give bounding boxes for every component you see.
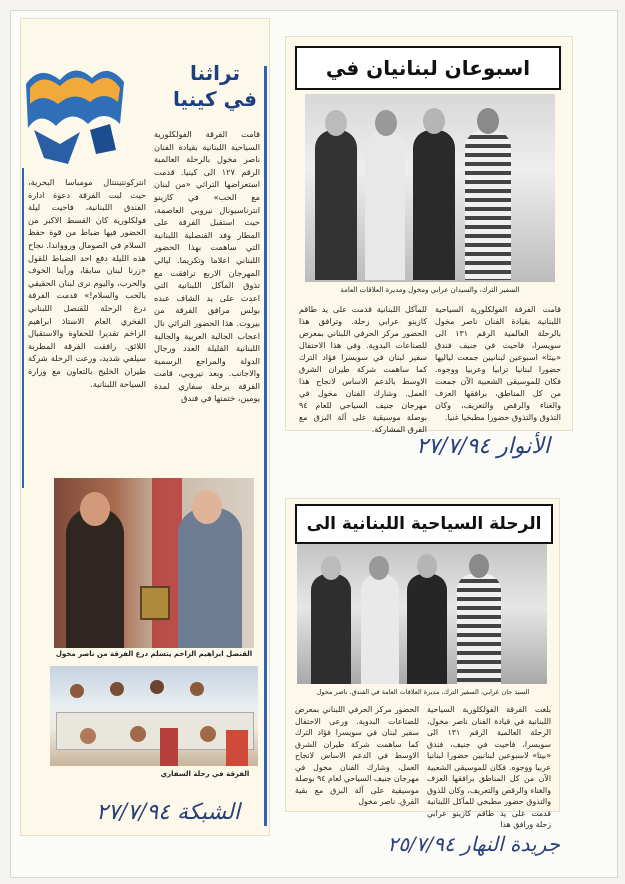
decorative-banner-icon [20,54,130,174]
article-column-right: قامت الفرقة الفولكلورية السياحية اللبنانية بقيادة الفنان ناصر مخول بالرحلة العالمية الرقم ١٢٧ الى كينيا. قدمت استعراضها التراثي «من لبنان مع الحب» في كازينو انترناسيونال نيروبي العاصمة، حيث استقبل الفرقة على المطار وفد القنصلية اللبنانية التي ساهمت بهذا الحضور اللبناني اعلاما وتكريما. ليالي المهرجان الاربع ترافقت مع تذوق المآكل اللبنانية التي اعدت على يد الشاف عبده بولس مرافق الفرقة من بيروت. هذا الحضور التراثي نال اعجاب الجالية العربية والجالية اللبنانية القليلة العدد ورجال الدولة والمراجع الرسمية والاجانب. وبعد نيروبي، قامت الفرقة برحلة سفاري لمدة يومين، ختمتها في فندق [154,129,260,404]
photo-caption: السيد جان عرابي، السفير الترك، مديرة العلاقات العامة في الفندق، ناصر مخول [316,688,530,696]
clipping-kenya [20,18,270,836]
article-column-right: بلغت الفرقة الفولكلورية السياحية اللبنانية في قيادة الفنان ناصر مخول، الرحلة العالمية الرقم ١٣١ الى سويسرا، فاحيت في جنيف، فندق «بيتا» لاسبوعين لبنانيين حضورا لبنانيا عربيا ووجوه. فكان للموسيقى الشعبية الآن من كل المناطق برافقها العزف والغناء والرقص والتعريف، وكان للذوق والتذوق حضور مطبخي للمآكل اللبنانية قدمت على يد طاقم كازينو عرابي زحلة ورافق هذا [427,705,551,829]
headline: اسبوعان لبنانيان في [295,46,561,90]
headline: الرحلة السياحية اللبنانية الى [295,504,553,544]
photo-geneva-group [297,544,547,684]
blue-rule [264,66,267,826]
photo-geneva-reception [305,94,555,282]
handwritten-source-note-nahar: جريدة النهار ٢٥/٧/٩٤ [387,832,560,856]
photo-caption-2: الفرقة في رحلة السفاري [160,770,250,778]
headline-line-2: في كينيا [173,87,257,111]
article-column-left: انتركونتيننتال مومباسا البحرية، حيث لبت الفرقة دعوة ادارة الفندق اللبنانية، فاحيت ليلة فولكلورية كان القسط الاكبر من الحضور فيها ضباط من قوة حفظ السلام في الصومال وروواندا. نجاح هذه الليلة دفع احد الضباط للقول «زرنا لبنان سابقا، ورأينا الخوف والحرب، واليوم نرى لبنان الحقيقي بالحب والسلام!» قدمت الفرقة درع الرحلة للقنصل اللبناني الفخري العام الاستاذ ابراهيم الزاخم تقديرا للحفاوة والاستقبال اللائق. رافقت الفرقة المطربة سيلفي شديد، ورعت الرحلة شركة طيران الخليج بالتعاون مع وزارة السياحة اللبنانية. [28,177,146,389]
article-column-right: قامت الفرقة الفولكلورية السياحية اللبنانية بقيادة الفنان ناصر مخول بالرحلة العالمية الرقم ١٣١ الى سويسرا، فاحيت في جنيف فندق «بيتا» اسبوعين لبنانيين جمعت لياليها حضورا لبنانيا ترابيا وعربيا ووجوه. فكان للموسيقى الشعبية الآن جمعت من كل المناطق، برافقها العزف والغناء والرقص والتعريف، وكان التذوق والتذوق حضورا مطبخيا غنيا. [435,305,561,422]
blue-rule-left [22,168,24,488]
photo-caption: السفير الترك، والسيدان عرابي ومخول ومديرة العلاقات العامة [340,286,520,294]
headline-line-1: تراثنا [190,61,240,85]
article-column-left: للمآكل اللبنانية قدمت على يد طاقم كازينو عرابي زحلة. وترافق هذا الحضور مركز الحرفي اللبناني بمعرض للصناعات البدوية. وفي هذا الاحتفال سفير لبنان في سويسرا فؤاد الترك كما ساهمت شركة طيران الشرق الاوسط بالدعم الاساس لانجاح هذا العمل. وشارك الفنان مخول في مهرجان جنيف السياحي للعام ٩٤ بوصلة موسيقية على آلة البزق مع الفرق المشاركة. [299,305,427,434]
handwritten-source-note-anwar: الأنوار ٢٧/٧/٩٤ [416,434,550,459]
photo-safari-group [50,666,258,766]
clipping-geneva-anwar [285,36,573,434]
photo-caption-1: القنصل ابراهيم الزاخم يتسلم درع الفرقة من ناصر مخول [55,650,253,658]
article-column-left: الحضور مركز الحرفي اللبناني بمعرض للصناعات البدوية. ورعى الاحتفال سفير لبنان في سويسرا فؤاد الترك كما ساهمت شركة طيران الشرق الاوسط في الدعم الاساس لانجاح العمل، وشارك الفنان مخول في مهرجان جنيف السياحي لعام ٩٤ بوصلة موسيقية على آلة البزق مع بقية الفرق. ناصر مخول [295,705,419,806]
handwritten-source-note: الشبكة ٢٧/٧/٩٤ [96,800,240,825]
clipping-geneva-nahar [285,498,560,829]
photo-consul-plaque [54,478,254,648]
